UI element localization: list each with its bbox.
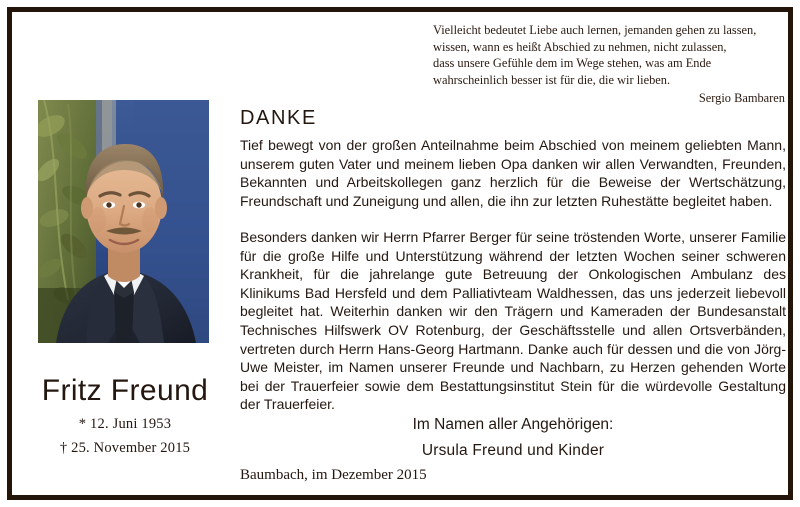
memorial-quote <box>433 22 785 107</box>
quote-line: dass unsere Gefühle dem im Wege stehen, was am Ende <box>433 56 712 71</box>
quote-line: wahrscheinlich besser ist für die, die wir lieben. <box>433 72 671 87</box>
death-date: † 25. November 2015 <box>59 440 191 456</box>
portrait-photo <box>38 100 209 343</box>
deceased-name: Fritz Freund <box>41 374 209 407</box>
quote-author: Sergio Bambaren <box>698 91 785 106</box>
gratitude-paragraph-2: Besonders danken wir Herrn Pfarrer Berger für seine tröstenden Worte, unserer Familie für die große Hilfe und Unterstützung während der letzten Wochen seiner schweren Krankheit, für die jahrelange gute Betreuung der Onkologischen Ambulanz des Klinikums Bad Hersfeld und dem Palliativteam Waldhessen, das uns jederzeit liebevoll begleitet hat. Weiterhin danken wir den Trägern und Kameraden der Bundesanstalt Technisches Hilfswerk OV Rotenburg, der Geschäftsstelle und allen Ortsverbänden, vertreten durch Herrn Hans-Georg Hartmann. Danke auch für dessen und die von Jörg-Uwe Meister, im Namen unserer Freunde und Nachbarn, zu Herzen gehenden Worte bei der Trauerfeier sowie dem Bestattungsinstitut Stein für die würdevolle Gestaltung der Trauerfeier. <box>240 229 786 413</box>
right-column <box>240 12 788 495</box>
notice-content-area <box>12 12 788 495</box>
quote-line: Vielleicht bedeutet Liebe auch lernen, jemanden gehen zu lassen, <box>433 23 757 37</box>
quote-line: wissen, wann es heißt Abschied zu nehmen, nicht zulassen, <box>433 39 727 54</box>
gratitude-paragraph-1: Tief bewegt von der großen Anteilnahme beim Abschied von meinem geliebten Mann, unserem guten Vater und meinem lieben Opa danken wir allen Verwandten, Freunden, Bekannten und Arbeitskollegen ganz herzlich für die Beweise der Wertschätzung, Freundschaft und Zuneigung und allen, die ihn zur letzten Ruhestätte begleitet haben. <box>240 137 786 209</box>
place-and-date: Baumbach, im Dezember 2015 <box>240 467 427 483</box>
closing-line-2: Ursula Freund und Kinder <box>421 442 605 459</box>
left-column <box>12 12 238 495</box>
birth-date: * 12. Juni 1953 <box>78 416 172 432</box>
thank-you-heading: DANKE <box>240 107 317 129</box>
closing-line-1: Im Namen aller Angehörigen: <box>412 416 614 433</box>
closing-signature <box>240 412 786 464</box>
